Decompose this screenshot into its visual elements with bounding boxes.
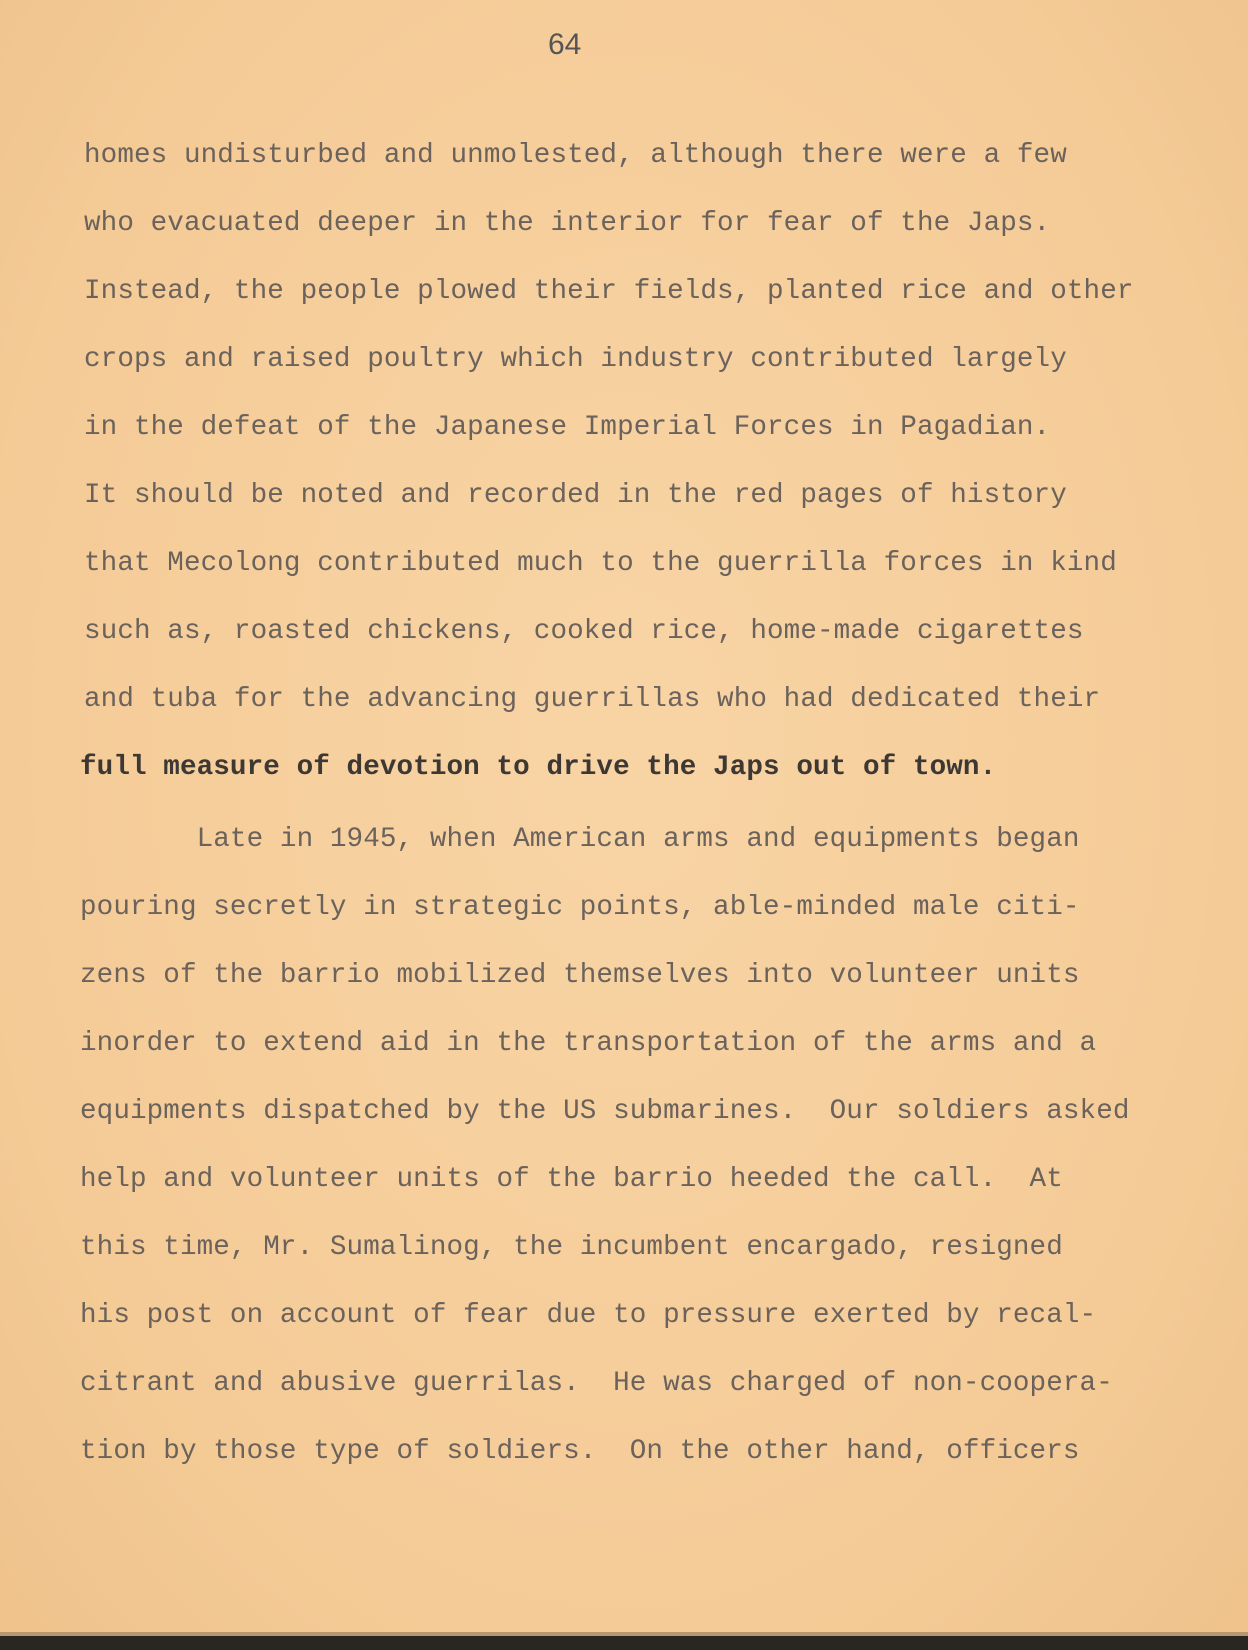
- text-line-4: crops and raised poultry which industry contributed largely: [84, 344, 1067, 375]
- text-line-18: his post on account of fear due to pressure exerted by recal-: [80, 1300, 1097, 1331]
- text-line-3: Instead, the people plowed their fields, planted rice and other: [84, 276, 1134, 307]
- text-line-17: this time, Mr. Sumalinog, the incumbent encargado, resigned: [80, 1232, 1063, 1263]
- text-line-2: who evacuated deeper in the interior for fear of the Japs.: [84, 208, 1051, 239]
- text-line-10: full measure of devotion to drive the Japs out of town.: [80, 752, 997, 783]
- text-line-5: in the defeat of the Japanese Imperial Forces in Pagadian.: [84, 412, 1051, 443]
- text-line-6: It should be noted and recorded in the red pages of history: [84, 480, 1067, 511]
- text-line-13: zens of the barrio mobilized themselves into volunteer units: [80, 960, 1080, 991]
- text-line-7: that Mecolong contributed much to the guerrilla forces in kind: [84, 548, 1117, 579]
- page-bottom-edge: [0, 1636, 1248, 1650]
- text-line-9: and tuba for the advancing guerrillas who had dedicated their: [84, 684, 1101, 715]
- text-line-14: inorder to extend aid in the transportation of the arms and a: [80, 1028, 1097, 1059]
- page-number: 64: [548, 28, 582, 61]
- text-line-8: such as, roasted chickens, cooked rice, home-made cigarettes: [84, 616, 1084, 647]
- text-line-16: help and volunteer units of the barrio heeded the call. At: [80, 1164, 1063, 1195]
- text-line-19: citrant and abusive guerrilas. He was charged of non-coopera-: [80, 1368, 1113, 1399]
- text-line-15: equipments dispatched by the US submarines. Our soldiers asked: [80, 1096, 1130, 1127]
- text-line-1: homes undisturbed and unmolested, although there were a few: [84, 140, 1067, 171]
- text-line-11: Late in 1945, when American arms and equipments began: [80, 824, 1080, 855]
- text-line-20: tion by those type of soldiers. On the other hand, officers: [80, 1436, 1080, 1467]
- text-line-12: pouring secretly in strategic points, able-minded male citi-: [80, 892, 1080, 923]
